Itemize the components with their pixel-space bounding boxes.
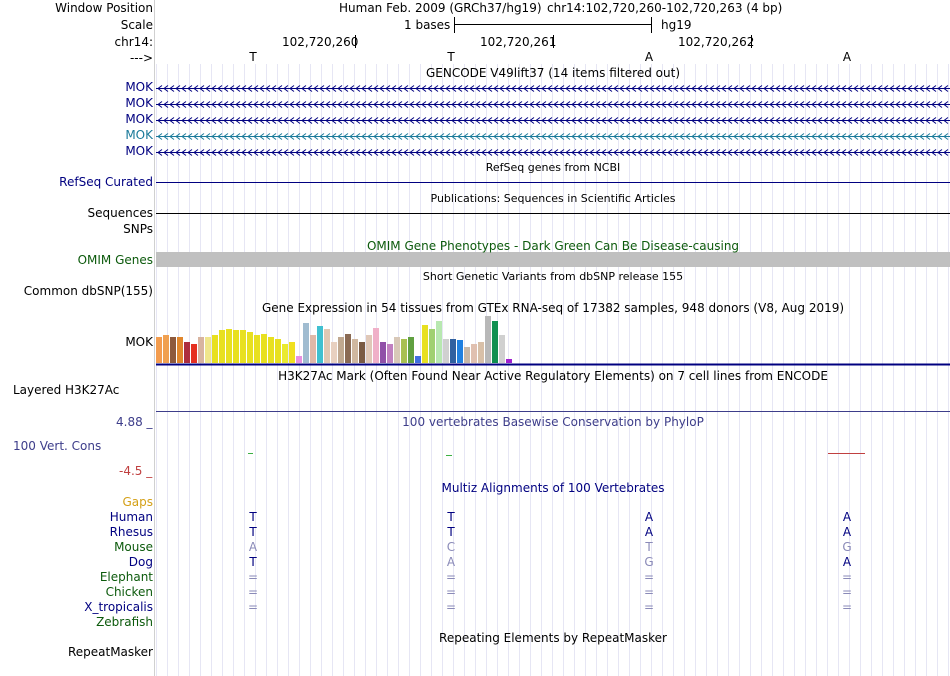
species-label[interactable]: Dog: [128, 555, 153, 569]
gtex-tissue-bar: [499, 335, 505, 363]
alignment-base: =: [643, 570, 655, 584]
phylop-track-label[interactable]: 100 Vert. Cons: [13, 439, 102, 453]
gtex-tissue-bar: [380, 342, 386, 363]
assembly-name: Human Feb. 2009 (GRCh37/hg19): [339, 1, 542, 15]
coord-tick-label: 102,720,261: [480, 35, 557, 49]
repeatmasker-track-title[interactable]: Repeating Elements by RepeatMasker: [439, 631, 667, 645]
gtex-tissue-bar: [478, 342, 484, 363]
gtex-tissue-bar: [373, 328, 379, 363]
species-label[interactable]: X_tropicalis: [84, 600, 153, 614]
gtex-tissue-bar: [366, 335, 372, 363]
phylop-min-label: -4.5 _: [119, 464, 153, 478]
gtex-tissue-bar: [233, 330, 239, 363]
gtex-tissue-bar: [464, 347, 470, 363]
alignment-base: =: [445, 600, 457, 614]
coord-tick-label: 102,720,262: [678, 35, 755, 49]
alignment-base: G: [644, 555, 654, 569]
omim-track-label[interactable]: OMIM Genes: [77, 253, 153, 267]
gtex-tissue-bar: [247, 332, 253, 363]
alignment-base: C: [446, 540, 456, 554]
dbsnp-track-title[interactable]: Short Genetic Variants from dbSNP release 155: [422, 270, 684, 283]
phylop-track-title[interactable]: 100 vertebrates Basewise Conservation by PhyloP: [402, 415, 704, 429]
species-label[interactable]: Human: [109, 510, 153, 524]
gtex-tissue-bar: [415, 356, 421, 363]
gtex-tissue-bar: [170, 337, 176, 363]
base-letter: A: [842, 50, 852, 64]
scale-db: hg19: [661, 18, 692, 32]
species-label[interactable]: Zebrafish: [96, 615, 153, 629]
gtex-tissue-bar: [338, 337, 344, 363]
alignment-base: G: [842, 540, 852, 554]
refseq-track-title[interactable]: RefSeq genes from NCBI: [485, 161, 621, 174]
alignment-base: A: [842, 555, 852, 569]
gtex-tissue-bar: [156, 337, 162, 363]
gtex-gene-label[interactable]: MOK: [125, 335, 153, 349]
base-letter: A: [644, 50, 654, 64]
gencode-item-label[interactable]: MOK: [125, 112, 153, 126]
gtex-tissue-bar: [289, 342, 295, 363]
dbsnp-track-label[interactable]: Common dbSNP(155): [23, 284, 153, 298]
publications-track-label[interactable]: Sequences: [87, 206, 153, 220]
gencode-item-label[interactable]: MOK: [125, 96, 153, 110]
gtex-track-title[interactable]: Gene Expression in 54 tissues from GTEx RNA-seq of 17382 samples, 948 donors (V8, Aug 2019): [261, 301, 845, 315]
gtex-tissue-bar: [240, 330, 246, 363]
gtex-tissue-bar: [177, 337, 183, 363]
species-label[interactable]: Elephant: [99, 570, 153, 584]
base-letter: T: [447, 50, 455, 64]
chrom-label: chr14:: [114, 35, 153, 49]
gtex-tissue-bar: [296, 356, 302, 363]
alignment-base: T: [249, 510, 257, 524]
omim-track-title[interactable]: OMIM Gene Phenotypes - Dark Green Can Be Disease-causing: [366, 239, 740, 253]
alignment-base: =: [445, 570, 457, 584]
gtex-tissue-bar: [324, 329, 330, 363]
multiz-track-title[interactable]: Multiz Alignments of 100 Vertebrates: [441, 481, 665, 495]
alignment-base: A: [842, 510, 852, 524]
gtex-tissue-bar: [205, 337, 211, 363]
gtex-tissue-bar: [331, 342, 337, 363]
h3k27ac-track-label[interactable]: Layered H3K27Ac: [13, 383, 120, 397]
gaps-track-label[interactable]: Gaps: [122, 495, 153, 509]
gtex-tissue-bar: [163, 335, 169, 363]
gtex-tissue-bar: [443, 339, 449, 363]
gtex-tissue-bar: [317, 326, 323, 363]
gtex-tissue-bar: [492, 321, 498, 363]
alignment-base: A: [644, 510, 654, 524]
alignment-base: A: [644, 525, 654, 539]
alignment-base: =: [841, 600, 853, 614]
coord-tick-label: 102,720,260: [282, 35, 359, 49]
gtex-tissue-bar: [387, 344, 393, 363]
alignment-base: =: [445, 585, 457, 599]
snps-track-label[interactable]: SNPs: [123, 222, 153, 236]
repeatmasker-track-label[interactable]: RepeatMasker: [67, 645, 153, 659]
alignment-base: T: [447, 510, 455, 524]
gtex-tissue-bar: [191, 344, 197, 363]
gtex-tissue-bar: [345, 334, 351, 363]
alignment-base: =: [643, 585, 655, 599]
species-label[interactable]: Chicken: [105, 585, 153, 599]
gtex-tissue-bar: [219, 330, 225, 363]
gencode-track-title[interactable]: GENCODE V49lift37 (14 items filtered out): [425, 66, 680, 80]
gtex-tissue-bar: [212, 335, 218, 363]
gtex-tissue-bar: [429, 329, 435, 363]
base-letter: T: [249, 50, 257, 64]
gtex-tissue-bar: [184, 342, 190, 363]
gtex-tissue-bar: [359, 342, 365, 363]
alignment-base: A: [248, 540, 258, 554]
strand-label: --->: [129, 51, 153, 65]
alignment-base: T: [249, 525, 257, 539]
gtex-tissue-bar: [422, 325, 428, 363]
omim-gene-band: [156, 252, 950, 267]
gtex-tissue-bar: [198, 337, 204, 363]
gtex-tissue-bar: [436, 321, 442, 363]
gencode-item-label[interactable]: MOK: [125, 80, 153, 94]
alignment-base: =: [643, 600, 655, 614]
gtex-tissue-bar: [394, 337, 400, 363]
alignment-base: A: [446, 555, 456, 569]
refseq-track-label[interactable]: RefSeq Curated: [59, 175, 153, 189]
alignment-base: =: [247, 570, 259, 584]
window-position-label: Window Position: [55, 1, 153, 15]
gtex-tissue-bar: [471, 344, 477, 363]
gtex-tissue-bar: [303, 323, 309, 363]
scale-label: Scale: [120, 18, 153, 32]
alignment-base: =: [247, 585, 259, 599]
scale-bases: 1 bases: [404, 18, 451, 32]
gtex-tissue-bar: [457, 340, 463, 363]
gtex-tissue-bar: [275, 339, 281, 363]
window-position: chr14:102,720,260-102,720,263 (4 bp): [547, 1, 783, 15]
gtex-tissue-bar: [226, 329, 232, 363]
publications-track-title[interactable]: Publications: Sequences in Scientific Articles: [430, 192, 676, 205]
species-label[interactable]: Mouse: [114, 540, 153, 554]
gtex-tissue-bar: [408, 337, 414, 363]
alignment-base: T: [645, 540, 653, 554]
alignment-base: =: [247, 600, 259, 614]
alignment-base: T: [447, 525, 455, 539]
gtex-tissue-bar: [310, 335, 316, 363]
gencode-item-label[interactable]: MOK: [125, 128, 153, 142]
alignment-base: =: [841, 570, 853, 584]
phylop-max-label: 4.88 _: [116, 415, 153, 429]
gtex-tissue-bar: [450, 339, 456, 363]
gtex-tissue-bar: [282, 344, 288, 363]
h3k27ac-track-title[interactable]: H3K27Ac Mark (Often Found Near Active Regulatory Elements) on 7 cell lines from ENCODE: [278, 369, 828, 383]
gtex-tissue-bar: [261, 334, 267, 363]
gtex-tissue-bar: [268, 337, 274, 363]
alignment-base: =: [841, 585, 853, 599]
gencode-item-label[interactable]: MOK: [125, 144, 153, 158]
alignment-base: A: [842, 525, 852, 539]
gtex-tissue-bar: [254, 335, 260, 363]
gtex-tissue-bar: [506, 359, 512, 363]
alignment-base: T: [249, 555, 257, 569]
gtex-tissue-bar: [485, 316, 491, 363]
gtex-tissue-bar: [401, 339, 407, 363]
species-label[interactable]: Rhesus: [109, 525, 153, 539]
gtex-tissue-bar: [352, 339, 358, 363]
